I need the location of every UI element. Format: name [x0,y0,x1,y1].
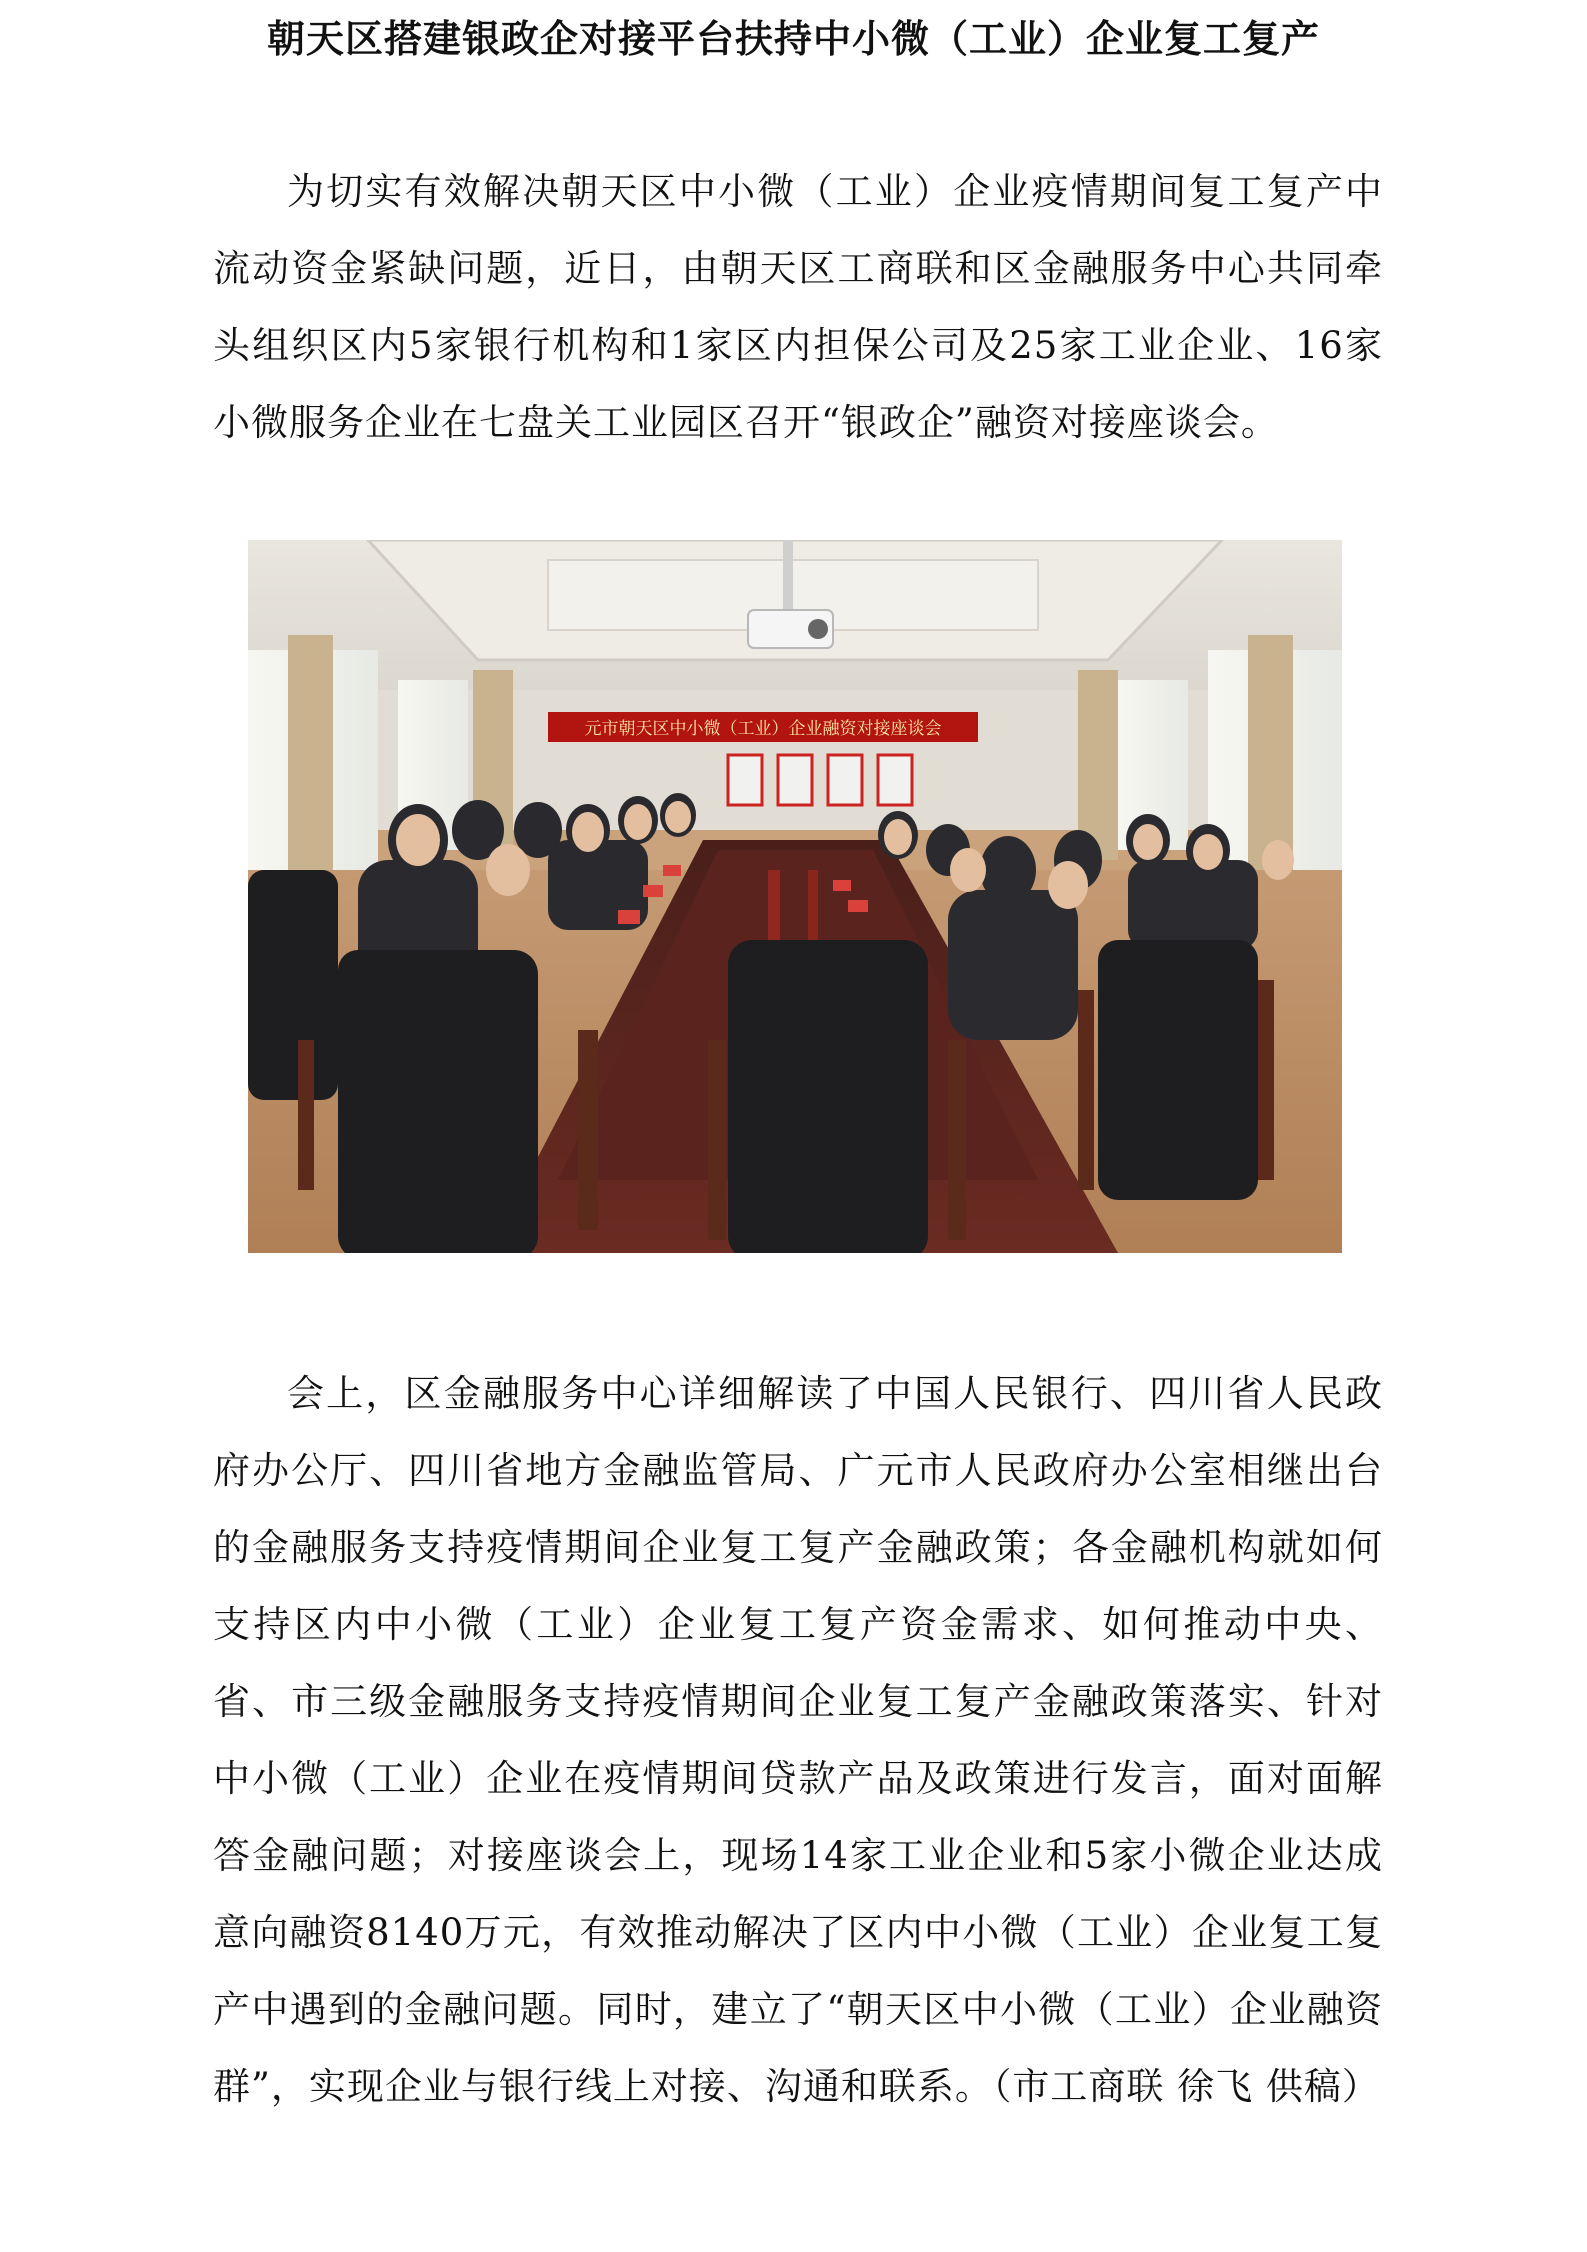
banner-text: 元市朝天区中小微（工业）企业融资对接座谈会 [584,719,942,739]
meeting-photo [248,540,1342,1253]
paragraph-intro-text: 为切实有效解决朝天区中小微（工业）企业疫情期间复工复产中流动资金紧缺问题，近日，由朝天区工商联和区金融服务中心共同牵头组织区内5家银行机构和1家区内担保公司及25家工业企业、16家小微服务企业在七盘关工业园区召开“银政企”融资对接座谈会。 [213,170,1383,444]
paragraph-intro [213,153,1383,461]
paragraph-details [213,1355,1383,2125]
document-title: 朝天区搭建银政企对接平台扶持中小微（工业）企业复工复产 [266,16,1320,61]
paragraph-details-text: 会上，区金融服务中心详细解读了中国人民银行、四川省人民政府办公厅、四川省地方金融监管局、广元市人民政府办公室相继出台的金融服务支持疫情期间企业复工复产金融政策；各金融机构就如何支持区内中小微（工业）企业复工复产资金需求、如何推动中央、省、市三级金融服务支持疫情期间企业复工复产金融政策落实、针对中小微（工业）企业在疫情期间贷款产品及政策进行发言，面对面解答金融问题；对接座谈会上，现场14家工业企业和5家小微企业达成意向融资8140万元，有效推动解决了区内中小微（工业）企业复工复产中遇到的金融问题。同时，建立了“朝天区中小微（工业）企业融资群”，实现企业与银行线上对接、沟通和联系。（市工商联 徐飞 供稿） [213,1372,1383,2108]
meeting-photo-illustration [248,540,1342,1253]
